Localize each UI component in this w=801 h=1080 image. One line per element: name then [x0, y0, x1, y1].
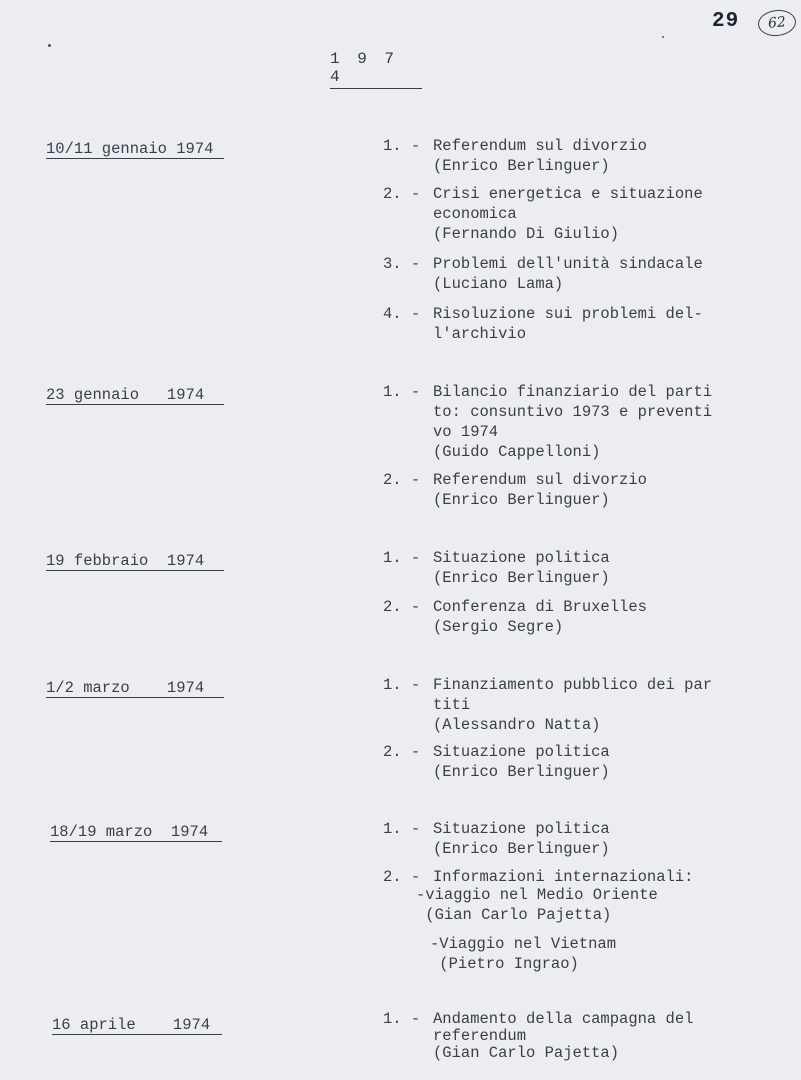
agenda-item-number: 1. - — [383, 137, 421, 155]
agenda-item-number: 3. - — [383, 255, 421, 273]
agenda-item-line: Andamento della campagna del — [433, 1010, 694, 1028]
year-title: 1 9 7 4 — [330, 50, 422, 89]
agenda-item-speaker: (Luciano Lama) — [433, 275, 564, 293]
agenda-subitem-line: -Viaggio nel Vietnam — [430, 935, 617, 953]
agenda-item — [383, 136, 783, 176]
agenda-item-number: 1. - — [383, 820, 421, 838]
agenda-subitem-line: -viaggio nel Medio Oriente — [416, 886, 658, 904]
agenda-item-line: Situazione politica — [433, 549, 610, 567]
meeting-date: 1/2 marzo 1974 — [46, 679, 224, 698]
agenda-item — [383, 382, 783, 462]
agenda-item — [383, 675, 783, 735]
agenda-item-line: Referendum sul divorzio — [433, 471, 647, 489]
agenda-item-line: Bilancio finanziario del parti — [433, 383, 713, 401]
agenda-item-line: economica — [433, 205, 517, 223]
agenda-item-speaker: (Enrico Berlinguer) — [433, 840, 610, 858]
agenda-item-line: Informazioni internazionali: — [433, 868, 694, 886]
agenda-item-line: Crisi energetica e situazione — [433, 185, 703, 203]
agenda-item-number: 4. - — [383, 305, 421, 323]
agenda-item — [383, 742, 783, 782]
agenda-item-line: Risoluzione sui problemi del- — [433, 305, 703, 323]
agenda-item-line: referendum — [433, 1027, 527, 1045]
agenda-item-number: 2. - — [383, 743, 421, 761]
meeting-date: 16 aprile 1974 — [52, 1016, 222, 1035]
agenda-item-number: 2. - — [383, 598, 421, 616]
agenda-item-line: Finanziamento pubblico dei par — [433, 676, 713, 694]
agenda-item-number: 2. - — [383, 471, 421, 489]
agenda-subitem — [430, 934, 790, 974]
agenda-item-speaker: (Enrico Berlinguer) — [433, 763, 610, 781]
agenda-item-line: to: consuntivo 1973 e preventi — [433, 403, 713, 421]
agenda-item — [383, 819, 783, 859]
agenda-item-speaker: (Enrico Berlinguer) — [433, 157, 610, 175]
agenda-item — [383, 597, 783, 637]
agenda-item — [383, 184, 783, 244]
agenda-item-speaker: (Fernando Di Giulio) — [433, 225, 620, 243]
paper-speck — [662, 36, 664, 38]
agenda-item-number: 1. - — [383, 383, 421, 401]
agenda-item — [383, 254, 783, 294]
meeting-date: 23 gennaio 1974 — [46, 386, 224, 405]
agenda-subitem — [416, 885, 776, 925]
paper-speck — [48, 44, 51, 47]
agenda-item-line: titi — [433, 696, 471, 714]
agenda-item-line: Situazione politica — [433, 820, 610, 838]
meeting-date: 19 febbraio 1974 — [46, 552, 224, 571]
agenda-item-speaker: (Guido Cappelloni) — [433, 443, 601, 461]
agenda-subitem-speaker: (Pietro Ingrao) — [430, 955, 579, 973]
agenda-item-speaker: (Sergio Segre) — [433, 618, 564, 636]
agenda-item-line: l'archivio — [433, 325, 527, 343]
agenda-item — [383, 867, 783, 887]
page-number: 29 — [712, 10, 740, 33]
agenda-item — [383, 548, 783, 588]
agenda-item-speaker: (Gian Carlo Pajetta) — [433, 1044, 620, 1062]
agenda-item-speaker: (Enrico Berlinguer) — [433, 491, 610, 509]
agenda-item-number: 2. - — [383, 185, 421, 203]
agenda-item-line: Problemi dell'unità sindacale — [433, 255, 703, 273]
agenda-item-speaker: (Enrico Berlinguer) — [433, 569, 610, 587]
circled-archive-number: 62 — [757, 8, 798, 38]
meeting-date: 10/11 gennaio 1974 — [46, 140, 224, 159]
agenda-item-line: Situazione politica — [433, 743, 610, 761]
agenda-item-number: 1. - — [383, 549, 421, 567]
agenda-item — [383, 1011, 783, 1062]
agenda-item-line: Conferenza di Bruxelles — [433, 598, 647, 616]
agenda-item-number: 2. - — [383, 868, 421, 886]
agenda-item-line: Referendum sul divorzio — [433, 137, 647, 155]
agenda-item — [383, 470, 783, 510]
agenda-subitem-speaker: (Gian Carlo Pajetta) — [416, 906, 612, 924]
meeting-date: 18/19 marzo 1974 — [50, 823, 222, 842]
agenda-item-line: vo 1974 — [433, 423, 499, 441]
agenda-item-number: 1. - — [383, 1010, 421, 1028]
agenda-item-speaker: (Alessandro Natta) — [433, 716, 601, 734]
agenda-item-number: 1. - — [383, 676, 421, 694]
agenda-item — [383, 304, 783, 344]
